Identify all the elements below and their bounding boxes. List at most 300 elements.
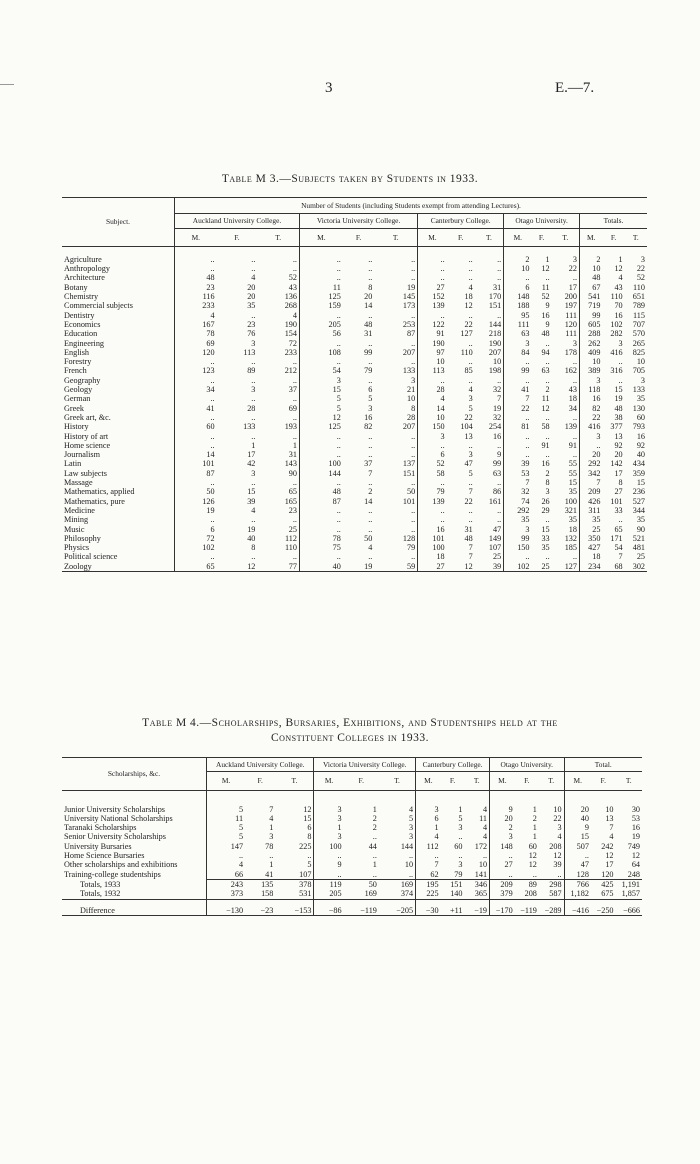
table-cell: ..	[468, 440, 473, 450]
table-cell: 31	[364, 329, 373, 339]
table-cell: 79	[364, 366, 373, 376]
table-cell: 1	[292, 440, 297, 450]
table-cell: 416	[610, 347, 623, 357]
table-cell: 65	[614, 524, 623, 534]
table-cell: 161	[488, 496, 502, 506]
table-cell: 262	[579, 339, 602, 348]
table-cell: ..	[175, 357, 217, 366]
table-cell: 17	[605, 860, 614, 870]
table-cell: 130	[632, 403, 645, 413]
table-cell: 107	[299, 869, 312, 879]
table-cell: 749	[627, 841, 640, 851]
table-cell: 140	[450, 889, 463, 899]
table-cell: 4	[251, 505, 256, 515]
table-cell: ..	[292, 412, 297, 422]
table-cell: ..	[572, 273, 577, 283]
table-cell: ..	[545, 515, 550, 525]
column-subheader: T.	[291, 776, 298, 786]
table-cell: ..	[557, 869, 562, 879]
table-cell: 79	[418, 487, 447, 496]
table-cell: ..	[292, 394, 297, 404]
table-cell: 527	[632, 496, 645, 506]
table-cell: 4	[468, 282, 473, 292]
table-cell: 5	[468, 403, 473, 413]
table-cell: ..	[292, 375, 297, 385]
table-cell: ..	[618, 357, 623, 367]
table-cell: 7	[269, 804, 274, 814]
table-cell: 207	[488, 347, 502, 357]
college-header: Victoria University College.	[299, 214, 417, 228]
table-cell: 120	[175, 348, 217, 357]
table-cell: 3	[579, 432, 602, 441]
table-row	[62, 255, 647, 264]
table-cell: ..	[458, 851, 463, 861]
table-cell: 147	[207, 842, 246, 851]
table-cell: 3	[572, 338, 577, 348]
table-cell: 44	[368, 841, 377, 851]
table-cell: 86	[492, 487, 502, 497]
table-cell: 236	[632, 487, 645, 497]
column-subheader: M.	[207, 772, 246, 790]
table-cell: 12	[528, 860, 537, 870]
table-cell: ..	[368, 478, 373, 488]
table-cell: 3	[557, 823, 562, 833]
column-subheader: F.	[457, 232, 464, 242]
table-cell: 8	[545, 478, 550, 488]
table-cell: ..	[504, 273, 532, 282]
column-subheader: F.	[610, 232, 617, 242]
table-cell: ..	[504, 357, 532, 366]
table-cell: 19	[364, 561, 373, 571]
table-cell: 9	[497, 450, 502, 460]
table-cell: 171	[610, 533, 623, 543]
row-label: Home science	[64, 440, 111, 450]
table-row	[62, 543, 647, 552]
table-cell: 97	[418, 348, 447, 357]
table-cell: ..	[251, 357, 256, 367]
table-cell: 133	[243, 422, 256, 432]
table-cell: 5	[299, 404, 342, 413]
table-cell: +11	[449, 905, 463, 915]
table-cell: ..	[572, 552, 577, 562]
table-cell: 17	[247, 450, 256, 460]
table-cell: 311	[579, 506, 602, 515]
table-cell: 4	[618, 273, 623, 283]
table-cell: 27	[490, 860, 515, 869]
table-cell: 52	[541, 292, 550, 302]
table-cell: 9	[545, 319, 550, 329]
table-cell: 21	[406, 385, 416, 395]
table-cell: 19	[175, 506, 217, 515]
table-cell: ..	[251, 310, 256, 320]
table-cell: 1	[416, 823, 441, 832]
table-cell: 52	[418, 459, 447, 468]
table-cell: ..	[368, 552, 373, 562]
table-cell: 265	[632, 338, 645, 348]
table-cell: 9	[564, 823, 591, 832]
table-cell: 10	[404, 860, 414, 870]
table-cell: ..	[251, 412, 256, 422]
table-cell: 120	[601, 869, 614, 879]
table-cell: 90	[288, 468, 297, 478]
table-cell: 254	[488, 422, 502, 432]
table-cell: 425	[591, 879, 616, 889]
table-cell: −119	[360, 905, 377, 915]
table-cell: 42	[247, 459, 256, 469]
table-cell: ..	[368, 357, 373, 367]
table-cell: 3	[314, 814, 344, 823]
table-cell: 50	[344, 879, 379, 889]
table-row	[62, 870, 642, 880]
table-cell: ..	[418, 255, 447, 264]
table-cell: ..	[175, 478, 217, 487]
table-cell: 43	[288, 282, 297, 292]
table-cell: 3	[468, 450, 473, 460]
table-cell: ..	[497, 273, 502, 283]
table-cell: 6	[504, 283, 532, 292]
college-header: Otago University.	[504, 214, 580, 228]
table-row	[62, 478, 647, 487]
table-cell: 63	[492, 468, 502, 478]
table-cell: ..	[411, 450, 416, 460]
table-cell: 3	[409, 823, 414, 833]
table-cell: 89	[247, 366, 256, 376]
table-cell: 20	[579, 450, 602, 459]
table-cell: ..	[497, 375, 502, 385]
table-cell: 14	[364, 496, 373, 506]
table-cell: 1	[269, 860, 274, 870]
table-cell: 2	[545, 385, 550, 395]
table-cell: 34	[568, 403, 577, 413]
table-cell: ..	[418, 441, 447, 450]
row-label: History	[64, 422, 89, 432]
table-cell: 365	[474, 889, 488, 899]
table-cell: 35	[541, 543, 550, 553]
table-cell: 2	[490, 823, 515, 832]
table-cell: 12	[464, 301, 473, 311]
table-cell: 81	[504, 422, 532, 431]
table-cell: 35	[636, 394, 645, 404]
table-cell: 56	[299, 329, 342, 338]
row-label: German	[64, 394, 91, 404]
table-cell: 79	[406, 543, 416, 553]
college-header: Canterbury College.	[418, 214, 504, 228]
table-cell: 16	[418, 525, 447, 534]
table-cell: 151	[441, 879, 465, 889]
table-cell: 112	[284, 533, 297, 543]
table-cell: 4	[409, 804, 414, 814]
table-row	[62, 459, 647, 468]
totals-row	[62, 879, 642, 889]
table-cell: 150	[418, 422, 447, 431]
table-cell: 151	[402, 468, 416, 478]
table-cell: 99	[492, 459, 502, 469]
table-cell: 154	[284, 329, 297, 339]
table-cell: ..	[545, 552, 550, 562]
table-row	[62, 823, 642, 832]
table-cell: 207	[402, 422, 416, 432]
table-cell: 4	[416, 832, 441, 841]
table-cell: 99	[364, 347, 373, 357]
college-header: Totals.	[579, 214, 647, 228]
column-subheader: T.	[486, 232, 492, 242]
row-label: Philosophy	[64, 533, 101, 543]
table-cell: ..	[251, 431, 256, 441]
table-cell: 17	[614, 468, 623, 478]
table-cell: 151	[488, 301, 502, 311]
table-cell: 63	[504, 329, 532, 338]
table-cell: ..	[418, 478, 447, 487]
table-cell: 29	[541, 505, 550, 515]
row-label: Latin	[64, 459, 82, 469]
table-cell: 22	[568, 264, 577, 274]
row-label: University National Scholarships	[64, 813, 173, 823]
table-cell: 11	[479, 813, 488, 823]
table-cell: ..	[468, 375, 473, 385]
table-cell: 79	[454, 869, 463, 879]
table-cell: 11	[299, 283, 342, 292]
table-cell: 40	[247, 533, 256, 543]
table-cell: 4	[175, 311, 217, 320]
row-label: Commercial subjects	[64, 301, 133, 311]
table-cell: 23	[288, 505, 297, 515]
table-cell: ..	[314, 870, 344, 880]
table-cell: ..	[468, 254, 473, 264]
table-cell: ..	[545, 273, 550, 283]
table-cell: ..	[368, 375, 373, 385]
table-cell: 10	[504, 264, 532, 273]
table-cell: 5	[207, 832, 246, 841]
table-cell: 91	[568, 440, 577, 450]
table-cell: 99	[504, 534, 532, 543]
table-cell: ..	[497, 310, 502, 320]
table-cell: ..	[314, 851, 344, 860]
table-cell: ..	[368, 431, 373, 441]
table-cell: 99	[504, 366, 532, 375]
table-cell: 41	[175, 404, 217, 413]
table-cell: 16	[541, 459, 550, 469]
table-cell: 316	[610, 366, 623, 376]
table-cell: 2	[372, 813, 377, 823]
table-cell: 16	[364, 412, 373, 422]
column-subheader: T.	[625, 776, 632, 786]
row-label: Massage	[64, 478, 93, 488]
table-cell: 253	[402, 319, 416, 329]
table-cell: 10	[418, 413, 447, 422]
table-cell: 7	[497, 394, 502, 404]
table-cell: 144	[299, 469, 342, 478]
table-cell: 145	[402, 292, 416, 302]
table-cell: 172	[474, 841, 488, 851]
table-cell: 30	[631, 804, 640, 814]
table-cell: 35	[636, 515, 645, 525]
table-cell: ..	[418, 376, 447, 385]
table-cell: ..	[292, 515, 297, 525]
column-subheader: T.	[548, 776, 555, 786]
table-cell: 14	[418, 404, 447, 413]
table-cell: ..	[175, 432, 217, 441]
table-cell: ..	[497, 515, 502, 525]
row-label: Law subjects	[64, 468, 107, 478]
table-cell: 1	[618, 254, 623, 264]
table-cell: ..	[292, 478, 297, 488]
table-cell: 104	[460, 422, 473, 432]
table-cell: ..	[411, 310, 416, 320]
table-cell: 7	[468, 543, 473, 553]
table-cell: 12	[303, 804, 312, 814]
table-cell: ..	[299, 357, 342, 366]
table-cell: 2	[504, 255, 532, 264]
table-cell: 78	[265, 841, 274, 851]
table-cell: ..	[411, 431, 416, 441]
table-cell: 9	[490, 805, 515, 814]
table-cell: 7	[504, 478, 532, 487]
table-cell: 35	[579, 515, 602, 524]
table-cell: 15	[247, 487, 256, 497]
table-cell: 110	[610, 292, 623, 302]
column-subheader: M.	[418, 228, 447, 246]
table-cell: ..	[409, 869, 414, 879]
table-cell: ..	[497, 254, 502, 264]
table-cell: ..	[368, 524, 373, 534]
row-label: Dentistry	[64, 310, 95, 320]
table-cell: 142	[610, 459, 623, 469]
column-subheader: F.	[600, 776, 606, 786]
table-cell: 302	[632, 561, 645, 571]
table-row	[62, 273, 647, 282]
table-cell: 39	[492, 561, 502, 571]
table-cell: −289	[544, 905, 562, 915]
table-cell: 10	[636, 357, 645, 367]
table-cell: 15	[564, 832, 591, 841]
table-cell: −119	[520, 905, 537, 915]
table-cell: 92	[636, 440, 645, 450]
table-cell: ..	[368, 450, 373, 460]
table-cell: 22	[464, 412, 473, 422]
column-subheader: T.	[392, 232, 399, 242]
table-cell: ..	[482, 851, 488, 861]
table-cell: 374	[400, 889, 414, 899]
table-cell: 541	[579, 292, 602, 301]
table-cell: 825	[632, 347, 645, 357]
table-cell: 20	[490, 814, 515, 823]
table-cell: 7	[416, 860, 441, 869]
table-row	[62, 534, 647, 543]
column-subheader: F.	[449, 776, 456, 786]
table-cell: 40	[299, 562, 342, 572]
table-cell: 1	[251, 440, 256, 450]
table-cell: 4	[269, 813, 274, 823]
table-cell: 70	[614, 301, 623, 311]
table-cell: 288	[579, 329, 602, 338]
table-cell: 148	[504, 292, 532, 301]
table-cell: 25	[492, 552, 502, 562]
table-cell: 34	[175, 385, 217, 394]
spacer-row	[62, 790, 642, 805]
table-cell: 209	[579, 487, 602, 496]
table-cell: 110	[460, 347, 473, 357]
table-cell: 159	[299, 301, 342, 310]
table-cell: 28	[247, 403, 256, 413]
table-row	[62, 450, 647, 459]
table-cell: 8	[618, 478, 623, 488]
table-cell: 27	[418, 562, 447, 572]
table-cell: 35	[568, 515, 577, 525]
table-cell: 76	[247, 329, 256, 339]
table-cell: 434	[632, 459, 645, 469]
table-cell: −170	[490, 899, 515, 915]
table-cell: 18	[464, 292, 473, 302]
table-cell: ..	[497, 478, 502, 488]
table-cell: 212	[284, 366, 297, 376]
table-cell: 111	[565, 329, 577, 339]
table-cell: 22	[636, 264, 645, 274]
table-cell: 25	[636, 552, 645, 562]
table-cell: 48	[579, 273, 602, 282]
table-cell: 1	[372, 804, 377, 814]
table-cell: 15	[303, 813, 312, 823]
table-cell: 38	[614, 412, 623, 422]
table-cell: 233	[175, 301, 217, 310]
table-cell: 39	[247, 496, 256, 506]
table-cell: 41	[504, 385, 532, 394]
table-cell: ..	[411, 552, 416, 562]
table-cell: 16	[541, 310, 550, 320]
table-cell: 207	[402, 347, 416, 357]
table-cell: 195	[416, 879, 441, 889]
table-cell: 6	[307, 823, 312, 833]
row-label: Agriculture	[64, 254, 102, 264]
table-cell: 111	[565, 310, 577, 320]
table-cell: 48	[541, 329, 550, 339]
table-cell: 3	[504, 339, 532, 348]
row-label: Journalism	[64, 450, 100, 460]
table-cell: 62	[416, 870, 441, 880]
table-row	[62, 404, 647, 413]
table-cell: 13	[605, 813, 614, 823]
table-cell: 377	[610, 422, 623, 432]
table-cell: 25	[288, 524, 297, 534]
table-cell: 94	[541, 347, 550, 357]
table-cell: 14	[175, 450, 217, 459]
table-row	[62, 469, 647, 478]
table-cell: 705	[632, 366, 645, 376]
table-cell: 91	[418, 329, 447, 338]
table-cell: ..	[251, 478, 256, 488]
college-header: Auckland University College.	[207, 758, 314, 772]
table-cell: 102	[504, 562, 532, 572]
table-cell: 4	[557, 832, 562, 842]
table-cell: ..	[372, 832, 377, 842]
table-cell: ..	[411, 254, 416, 264]
table-cell: 63	[541, 366, 550, 376]
table-cell: 27	[418, 283, 447, 292]
table-cell: ..	[368, 273, 373, 283]
table-cell: 60	[175, 422, 217, 431]
table-cell: ..	[372, 851, 377, 861]
table-cell: ..	[545, 450, 550, 460]
table-cell: 89	[515, 879, 539, 889]
table-cell: ..	[504, 450, 532, 459]
column-subheader: M.	[299, 228, 342, 246]
table-cell: 126	[175, 497, 217, 506]
table-row	[62, 264, 647, 273]
column-subheader: F.	[257, 776, 263, 786]
table-cell: 55	[568, 459, 577, 469]
table-cell: ..	[251, 375, 256, 385]
table-cell: 50	[364, 533, 373, 543]
table-cell: ..	[411, 524, 416, 534]
